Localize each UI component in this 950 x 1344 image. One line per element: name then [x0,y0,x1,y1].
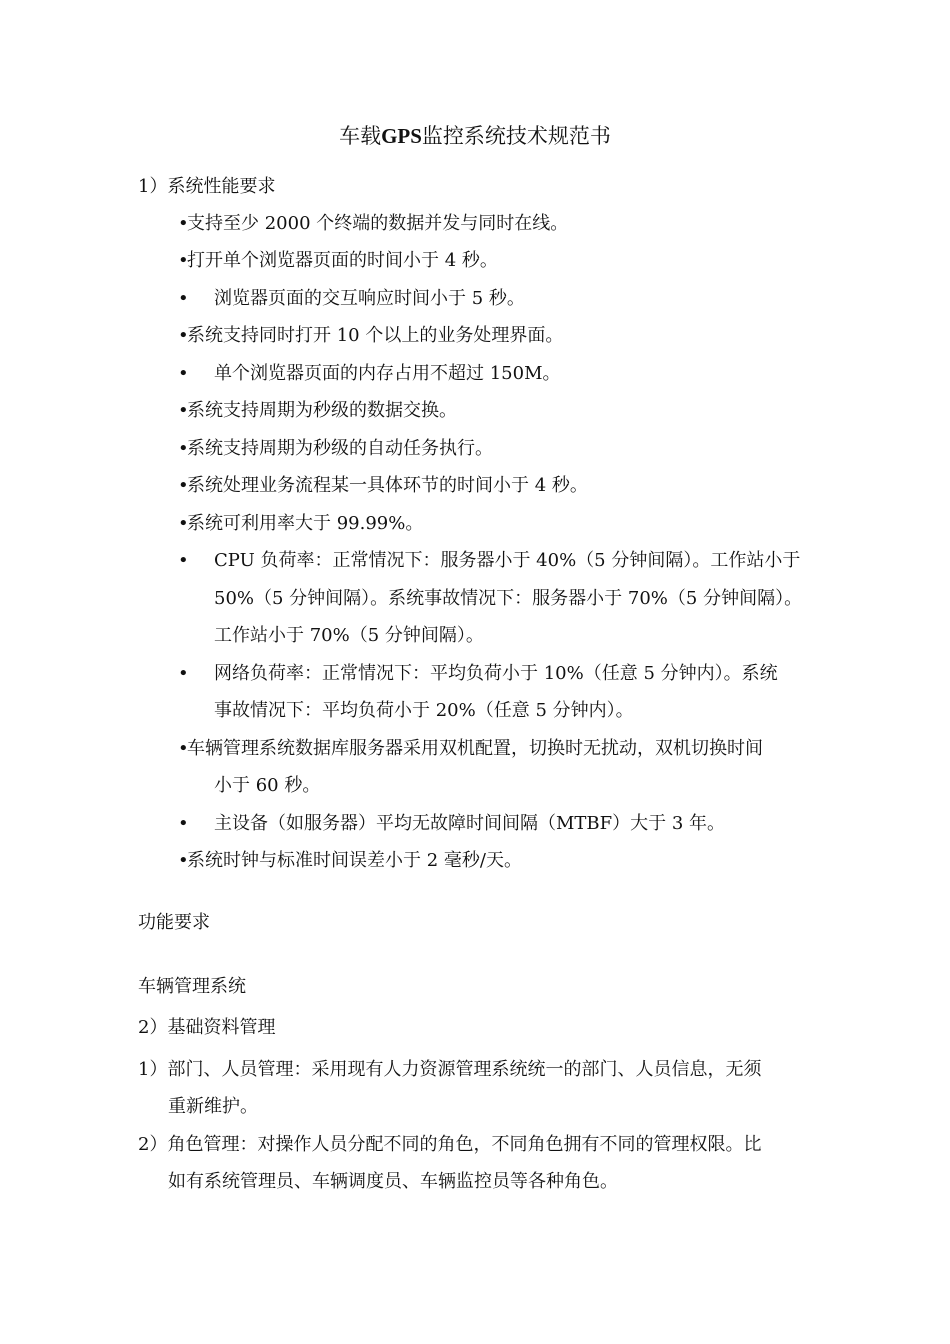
requirement-item: 网络负荷率：正常情况下：平均负荷小于 10%（任意 5 分钟内）。系统 [214,663,778,684]
requirement-item-continued: 小于 60 秒。 [214,775,321,796]
bullet: • [178,513,189,534]
functional-subheading: 车辆管理系统 [138,976,246,997]
title-suffix: 监控系统技术规范书 [421,124,611,148]
requirement-item: 浏览器页面的交互响应时间小于 5 秒。 [214,288,525,309]
requirement-item: 系统可利用率大于 99.99%。 [187,513,424,534]
bullet: • [178,738,189,759]
title-prefix: 车载 [339,124,382,148]
requirement-item: 系统时钟与标准时间误差小于 2 毫秒/天。 [187,850,522,871]
requirement-item: 打开单个浏览器页面的时间小于 4 秒。 [187,250,498,271]
bullet: • [178,550,189,571]
requirement-item: CPU 负荷率：正常情况下：服务器小于 40%（5 分钟间隔）。工作站小于 [214,550,801,571]
paragraph-role-management-continued: 如有系统管理员、车辆调度员、车辆监控员等各种角色。 [168,1171,618,1192]
section-2-heading: 2）基础资料管理 [138,1017,276,1038]
requirement-item: 系统支持同时打开 10 个以上的业务处理界面。 [187,325,564,346]
bullet: • [178,850,189,871]
document-title [0,126,950,147]
requirement-item-continued: 50%（5 分钟间隔）。系统事故情况下：服务器小于 70%（5 分钟间隔）。 [214,588,803,609]
paragraph-department-personnel-continued: 重新维护。 [168,1096,258,1117]
bullet: • [178,475,189,496]
requirement-item: 支持至少 2000 个终端的数据并发与同时在线。 [187,213,569,234]
requirement-item-continued: 工作站小于 70%（5 分钟间隔）。 [214,625,484,646]
requirement-item: 单个浏览器页面的内存占用不超过 150M。 [214,363,561,384]
bullet: • [178,250,189,271]
bullet: • [178,213,189,234]
paragraph-role-management: 2）角色管理：对操作人员分配不同的角色，不同角色拥有不同的管理权限。比 [138,1134,762,1155]
bullet: • [178,288,189,309]
paragraph-department-personnel: 1）部门、人员管理：采用现有人力资源管理系统统一的部门、人员信息，无须 [138,1059,762,1080]
requirement-item: 车辆管理系统数据库服务器采用双机配置，切换时无扰动，双机切换时间 [187,738,763,759]
bullet: • [178,663,189,684]
requirement-item-continued: 事故情况下：平均负荷小于 20%（任意 5 分钟内）。 [214,700,634,721]
section-1-heading: 1）系统性能要求 [138,176,276,197]
functional-heading: 功能要求 [138,912,210,933]
bullet: • [178,400,189,421]
requirement-item: 系统支持周期为秒级的数据交换。 [187,400,457,421]
bullet: • [178,363,189,384]
bullet: • [178,325,189,346]
requirement-item: 系统支持周期为秒级的自动任务执行。 [187,438,493,459]
requirement-item: 系统处理业务流程某一具体环节的时间小于 4 秒。 [187,475,588,496]
bullet: • [178,813,189,834]
requirement-item: 主设备（如服务器）平均无故障时间间隔（MTBF）大于 3 年。 [214,813,726,834]
bullet: • [178,438,189,459]
title-gps: GPS [381,124,422,148]
